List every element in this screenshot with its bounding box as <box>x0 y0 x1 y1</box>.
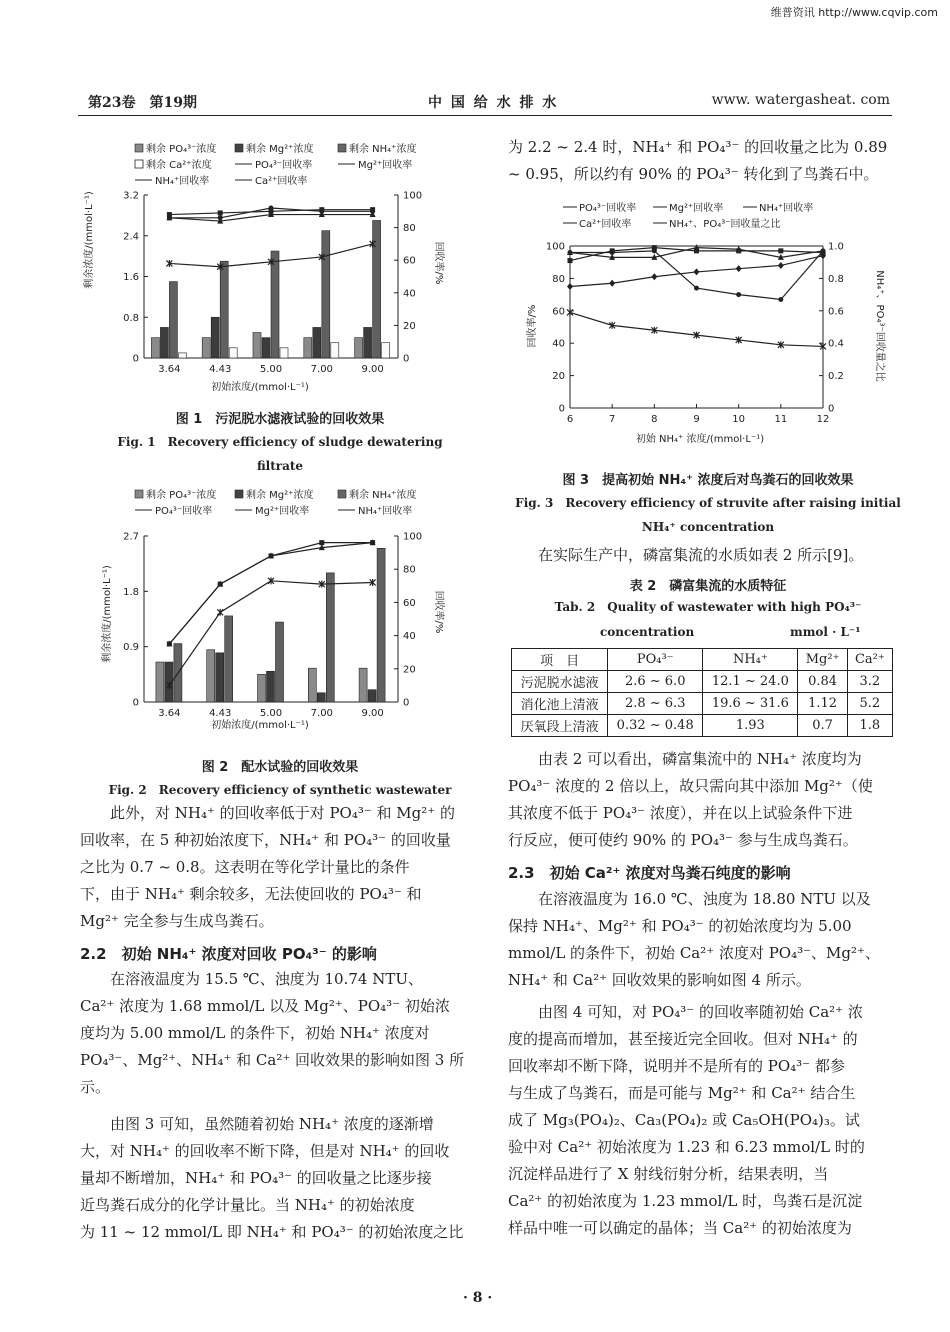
bar <box>207 650 215 702</box>
right-paragraph-table-intro: 在实际生产中，磷富集流的水质如表 2 所示[9]。 <box>538 546 864 564</box>
bar <box>377 548 385 702</box>
y-tick-label: 3.2 <box>123 190 139 202</box>
bar <box>373 220 381 358</box>
line-point <box>568 258 573 263</box>
left-paragraph-2 <box>80 966 464 1101</box>
table-cell: 消化池上清液 <box>512 693 608 715</box>
bar <box>280 348 288 358</box>
bar <box>313 327 321 358</box>
bar <box>368 690 376 702</box>
bar <box>267 671 275 702</box>
y-tick-label: 0 <box>132 353 139 365</box>
line-point <box>269 206 274 211</box>
y-tick-label: 1.8 <box>123 586 139 598</box>
line-point <box>609 280 615 287</box>
line-point <box>610 250 615 255</box>
fig1-plot-area <box>123 191 422 376</box>
fig1-caption-cn: 图 1 污泥脱水滤液试验的回收效果 <box>175 412 385 427</box>
bar <box>169 282 177 358</box>
bar <box>276 622 284 702</box>
line-point <box>567 283 573 290</box>
issue-label: 第23卷 第19期 <box>88 95 197 111</box>
fig1-caption-en-2: filtrate <box>256 459 304 473</box>
text-line: PO₄³⁻、Mg²⁺、NH₄⁺ 和 Ca²⁺ 回收效果的影响如图 3 所 <box>80 1051 465 1069</box>
fig3-caption-en-2: NH₄⁺ concentration <box>641 520 775 534</box>
line-point <box>651 273 657 280</box>
legend-label: 剩余 PO₄³⁻浓度 <box>146 144 217 155</box>
legend-swatch-po4-conc <box>135 144 143 152</box>
x-tick-label: 4.43 <box>209 364 232 375</box>
y-tick-label: 60 <box>552 306 565 318</box>
legend-label: Ca²⁺回收率 <box>255 176 308 187</box>
text-line: 沉淀样品进行了 X 射线衍射分析，结果表明，当 <box>508 1165 829 1183</box>
legend-label: 剩余 Ca²⁺浓度 <box>146 160 212 171</box>
y2-tick-label: 40 <box>403 288 416 300</box>
legend-label: NH₄⁺回收率 <box>759 203 814 214</box>
text-line: mmol/L 的条件下，初始 Ca²⁺ 浓度对 PO₄³⁻、Mg²⁺、 <box>508 944 880 962</box>
x-tick-label: 9.00 <box>361 364 384 375</box>
bar <box>211 317 219 358</box>
bar <box>253 333 261 358</box>
bar <box>271 251 279 358</box>
bar <box>229 348 237 358</box>
text-line: 度的提高而增加，甚至接近完全回收。但对 NH₄⁺ 的 <box>508 1030 858 1048</box>
x-tick-label: 11 <box>774 414 788 425</box>
text-line: 验中对 Ca²⁺ 初始浓度为 1.23 和 6.23 mmol/L 时的 <box>508 1138 865 1156</box>
fig3-caption-cn: 图 3 提高初始 NH₄⁺ 浓度后对鸟粪石的回收效果 <box>562 473 854 488</box>
table-header-cell: NH₄⁺ <box>703 649 798 671</box>
text-line: 示。 <box>80 1078 111 1096</box>
text-line: 回收率却不断下降，说明并不是所有的 PO₄³⁻ 都参 <box>508 1057 845 1075</box>
fig2-plot-area <box>123 532 422 720</box>
right-paragraph-5 <box>508 886 880 994</box>
text-line: 样品中唯一可以确定的晶体；当 Ca²⁺ 的初始浓度为 <box>508 1219 852 1237</box>
line-point <box>218 210 223 215</box>
legend-label: PO₄³⁻回收率 <box>255 160 313 171</box>
fig3-plot-area <box>546 242 844 426</box>
fig1-ylabel-right: 回收率/% <box>433 241 444 285</box>
legend-label: NH₄⁺回收率 <box>358 506 413 517</box>
text-line: 大，对 NH₄⁺ 的回收率不断下降，但是对 NH₄⁺ 的回收 <box>80 1142 450 1160</box>
right-paragraph-6 <box>508 999 865 1242</box>
bar <box>225 616 233 702</box>
page-number: · 8 · <box>463 1290 493 1306</box>
bar <box>317 693 325 702</box>
line-point <box>567 309 573 316</box>
right-paragraph-0 <box>508 134 887 188</box>
table2-title-en-2: concentration <box>600 625 695 639</box>
legend-label: Mg²⁺回收率 <box>255 506 310 517</box>
y2-tick-label: 40 <box>403 631 416 643</box>
table2-title-cn: 表 2 磷富集流的水质特征 <box>629 579 787 594</box>
bar <box>322 231 330 358</box>
legend-swatch-nh4-conc <box>338 144 346 152</box>
legend-label: Mg²⁺回收率 <box>358 160 413 171</box>
bar <box>258 674 266 702</box>
right-paragraph-4 <box>508 746 873 854</box>
text-line: 下，由于 NH₄⁺ 剩余较多，无法使回收的 PO₄³⁻ 和 <box>80 885 422 903</box>
line-point <box>778 248 783 253</box>
text-line: Mg²⁺ 完全参与生成鸟粪石。 <box>80 912 274 930</box>
fig2-ylabel-left: 剩余浓度/(mmol·L⁻¹) <box>102 565 113 663</box>
text-line: 其浓度不低于 PO₄³⁻ 浓度），并在以上试验条件下进 <box>508 804 853 822</box>
left-paragraph-1 <box>80 800 455 935</box>
x-tick-label: 7.00 <box>310 364 333 375</box>
table-row <box>512 671 893 693</box>
bar <box>160 327 168 358</box>
x-tick-label: 4.43 <box>209 708 232 719</box>
x-tick-label: 12 <box>816 414 830 425</box>
legend-label: Ca²⁺回收率 <box>579 219 632 230</box>
text-line: 在溶液温度为 16.0 ℃、浊度为 18.80 NTU 以及 <box>538 890 871 908</box>
watermark: 维普资讯 http://www.cqvip.com <box>770 6 938 19</box>
x-tick-label: 7.00 <box>310 708 333 719</box>
line-point <box>319 209 324 214</box>
bar <box>178 353 186 358</box>
y2-tick-label: 100 <box>403 190 423 202</box>
text-line: 行反应，便可使约 90% 的 PO₄³⁻ 参与生成鸟粪石。 <box>508 831 858 849</box>
table-row <box>512 693 893 715</box>
text-line: 由表 2 可以看出，磷富集流中的 NH₄⁺ 浓度均为 <box>538 750 862 768</box>
y-tick-label: 0.8 <box>123 312 139 324</box>
table-cell: 1.8 <box>847 715 892 737</box>
legend-swatch-ca-conc <box>135 160 143 168</box>
header-rule <box>78 115 892 116</box>
y-tick-label: 0.9 <box>123 642 139 654</box>
fig2-legend <box>135 488 416 517</box>
y2-tick-label: 20 <box>403 320 416 332</box>
table-cell: 0.7 <box>798 715 847 737</box>
text-line: 与生成了鸟粪石，而是可能与 Mg²⁺ 和 Ca²⁺ 结合生 <box>508 1084 856 1102</box>
text-line: 保持 NH₄⁺、Mg²⁺ 和 PO₄³⁻ 的初始浓度均为 5.00 <box>508 917 852 935</box>
line-point <box>694 268 700 275</box>
table-cell: 2.6 ~ 6.0 <box>608 671 703 693</box>
y2-tick-label: 60 <box>403 255 416 267</box>
table2-title-en: Tab. 2 Quality of wastewater with high PO₄³⁻ <box>554 600 862 614</box>
legend-label: PO₄³⁻回收率 <box>155 506 213 517</box>
series-line <box>169 581 372 686</box>
fig3-legend <box>563 201 813 230</box>
line-point <box>778 262 784 269</box>
line-point <box>694 286 699 291</box>
bar <box>308 668 316 702</box>
x-tick-label: 9 <box>693 414 700 425</box>
bar <box>364 327 372 358</box>
fig3-caption-en: Fig. 3 Recovery efficiency of struvite after raising initial <box>515 496 901 510</box>
y2-tick-label: 0.8 <box>828 273 844 285</box>
bar <box>151 338 159 358</box>
legend-swatch-po4-conc <box>135 490 143 498</box>
line-point <box>652 248 657 253</box>
text-line: 近鸟粪石成分的化学计量比。当 NH₄⁺ 的初始浓度 <box>80 1196 415 1214</box>
y-tick-label: 80 <box>552 273 565 285</box>
text-line: Ca²⁺ 的初始浓度为 1.23 mmol/L 时，鸟粪石是沉淀 <box>508 1192 863 1210</box>
line-point <box>370 209 375 214</box>
figure-1-chart <box>80 138 480 396</box>
table-cell: 厌氧段上清液 <box>512 715 608 737</box>
fig1-ylabel-left: 剩余浓度/(mmol·L⁻¹) <box>84 191 95 289</box>
table-cell: 1.93 <box>703 715 798 737</box>
text-line: 在溶液温度为 15.5 ℃、浊度为 10.74 NTU、 <box>110 970 423 988</box>
y2-tick-label: 80 <box>403 564 416 576</box>
bar <box>156 662 164 702</box>
line-point <box>568 250 573 255</box>
table-cell: 19.6 ~ 31.6 <box>703 693 798 715</box>
table-header-cell: 项 目 <box>512 649 608 671</box>
table-header-row <box>512 649 893 671</box>
bar <box>262 338 270 358</box>
y2-tick-label: 0 <box>403 697 410 709</box>
text-line: 度均为 5.00 mmol/L 的条件下，初始 NH₄⁺ 浓度对 <box>80 1024 430 1042</box>
y-tick-label: 40 <box>552 338 565 350</box>
y2-tick-label: 0.6 <box>828 306 844 318</box>
fig2-ylabel-right: 回收率/% <box>433 590 444 634</box>
text-line: 由图 4 可知，对 PO₄³⁻ 的回收率随初始 Ca²⁺ 浓 <box>538 1003 863 1021</box>
table-cell: 污泥脱水滤液 <box>512 671 608 693</box>
legend-label: 剩余 Mg²⁺浓度 <box>246 144 314 155</box>
section-2-3-heading: 2.3 初始 Ca²⁺ 浓度对鸟粪石纯度的影响 <box>508 864 791 882</box>
legend-label: 剩余 PO₄³⁻浓度 <box>146 490 217 501</box>
y2-tick-label: 0.2 <box>828 371 844 383</box>
x-tick-label: 5.00 <box>259 364 283 375</box>
x-tick-label: 8 <box>651 414 658 425</box>
x-tick-label: 9.00 <box>361 708 384 719</box>
table2-unit: mmol · L⁻¹ <box>790 625 861 639</box>
text-line: 由图 3 可知，虽然随着初始 NH₄⁺ 浓度的逐渐增 <box>110 1115 434 1133</box>
section-2-2-heading: 2.2 初始 NH₄⁺ 浓度对回收 PO₄³⁻ 的影响 <box>80 945 377 963</box>
line-point <box>778 297 783 302</box>
bar <box>304 338 312 358</box>
bar <box>216 653 224 702</box>
y-tick-label: 2.7 <box>123 531 139 543</box>
legend-label: 剩余 NH₄⁺浓度 <box>349 144 417 155</box>
legend-label: 剩余 NH₄⁺浓度 <box>349 490 417 501</box>
x-tick-label: 7 <box>608 414 616 425</box>
text-line: ~ 0.95，所以约有 90% 的 PO₄³⁻ 转化到了鸟粪石中。 <box>508 165 879 183</box>
x-tick-label: 3.64 <box>158 364 181 375</box>
y-tick-label: 2.4 <box>123 231 139 243</box>
y2-tick-label: 0.4 <box>828 338 844 350</box>
fig3-ylabel-right: NH₄⁺、PO₄³⁻回收量之比 <box>874 270 885 382</box>
x-tick-label: 10 <box>732 414 746 425</box>
legend-swatch-mg-conc <box>235 144 243 152</box>
table-cell: 2.8 ~ 6.3 <box>608 693 703 715</box>
series-line <box>570 312 823 346</box>
table-header-cell: PO₄³⁻ <box>608 649 703 671</box>
bar <box>382 343 390 358</box>
legend-label: 剩余 Mg²⁺浓度 <box>246 490 314 501</box>
y2-tick-label: 20 <box>403 664 416 676</box>
line-point <box>736 265 742 272</box>
text-line: 为 2.2 ~ 2.4 时，NH₄⁺ 和 PO₄³⁻ 的回收量之比为 0.89 <box>508 138 888 156</box>
legend-swatch-nh4-conc <box>338 490 346 498</box>
table-cell: 3.2 <box>847 671 892 693</box>
y2-tick-label: 0 <box>828 403 835 415</box>
line-point <box>167 215 172 220</box>
bar <box>220 261 228 358</box>
table-header-cell: Mg²⁺ <box>798 649 847 671</box>
figure-3-chart <box>515 196 890 454</box>
bar <box>326 573 334 702</box>
text-line: 此外，对 NH₄⁺ 的回收率低于对 PO₄³⁻ 和 Mg²⁺ 的 <box>110 804 455 822</box>
fig1-xlabel: 初始浓度/(mmol·L⁻¹) <box>211 382 309 393</box>
x-tick-label: 5.00 <box>259 708 283 719</box>
legend-label: PO₄³⁻回收率 <box>579 203 637 214</box>
text-line: 成了 Mg₃(PO₄)₂、Ca₃(PO₄)₂ 或 Ca₅OH(PO₄)₃。试 <box>508 1111 860 1129</box>
left-paragraph-3 <box>80 1111 463 1246</box>
text-line: 之比为 0.7 ~ 0.8。这表明在等化学计量比的条件 <box>80 858 410 876</box>
fig1-caption-en: Fig. 1 Recovery efficiency of sludge dewatering <box>117 435 443 449</box>
y-tick-label: 0 <box>132 697 139 709</box>
table-header-cell: Ca²⁺ <box>847 649 892 671</box>
x-tick-label: 6 <box>566 414 574 425</box>
y-tick-label: 0 <box>558 403 565 415</box>
y-tick-label: 100 <box>545 241 565 253</box>
text-line: Ca²⁺ 浓度为 1.68 mmol/L 以及 Mg²⁺、PO₄³⁻ 初始浓 <box>80 997 450 1015</box>
fig2-xlabel: 初始浓度/(mmol·L⁻¹) <box>211 720 309 731</box>
table-cell: 5.2 <box>847 693 892 715</box>
legend-label: Mg²⁺回收率 <box>669 203 724 214</box>
table-cell: 0.32 ~ 0.48 <box>608 715 703 737</box>
text-line: NH₄⁺ 和 Ca²⁺ 回收效果的影响如图 4 所示。 <box>508 971 811 989</box>
bar <box>355 338 363 358</box>
text-line: PO₄³⁻ 浓度的 2 倍以上，故只需向其中添加 Mg²⁺（使 <box>508 777 873 795</box>
y-tick-label: 20 <box>552 371 565 383</box>
table-cell: 1.12 <box>798 693 847 715</box>
journal-name: 中 国 给 水 排 水 <box>428 95 559 111</box>
fig3-xlabel: 初始 NH₄⁺ 浓度/(mmol·L⁻¹) <box>635 434 765 445</box>
table-cell: 0.84 <box>798 671 847 693</box>
text-line: 为 11 ~ 12 mmol/L 即 NH₄⁺ 和 PO₄³⁻ 的初始浓度之比 <box>80 1223 464 1241</box>
bar <box>331 343 339 358</box>
y2-tick-label: 80 <box>403 223 416 235</box>
fig2-caption-cn: 图 2 配水试验的回收效果 <box>201 760 359 775</box>
y2-tick-label: 1.0 <box>828 241 844 253</box>
y2-tick-label: 100 <box>403 531 423 543</box>
x-tick-label: 3.64 <box>158 708 181 719</box>
line-point <box>218 215 223 220</box>
text-line: 量却不断增加，NH₄⁺ 和 PO₄³⁻ 的回收量之比逐步接 <box>80 1169 432 1187</box>
fig2-caption-en: Fig. 2 Recovery efficiency of synthetic wastewater <box>108 783 452 797</box>
bar <box>202 338 210 358</box>
fig3-ylabel-left: 回收率/% <box>527 304 538 348</box>
legend-label: NH₄⁺回收率 <box>155 176 210 187</box>
line-point <box>736 292 741 297</box>
fig1-legend <box>135 142 416 187</box>
journal-website[interactable]: www. watergasheat. com <box>711 92 890 108</box>
text-line: 回收率，在 5 种初始浓度下，NH₄⁺ 和 PO₄³⁻ 的回收量 <box>80 831 451 849</box>
figure-2-chart <box>80 484 480 734</box>
y-tick-label: 1.6 <box>123 272 139 283</box>
line-point <box>217 609 223 616</box>
bar <box>359 668 367 702</box>
table-cell: 12.1 ~ 24.0 <box>703 671 798 693</box>
table-row <box>512 715 893 737</box>
y2-tick-label: 60 <box>403 597 416 609</box>
table2 <box>511 648 893 737</box>
legend-swatch-mg-conc <box>235 490 243 498</box>
y2-tick-label: 0 <box>403 353 410 365</box>
legend-label: NH₄⁺、PO₄³⁻回收量之比 <box>669 219 781 230</box>
